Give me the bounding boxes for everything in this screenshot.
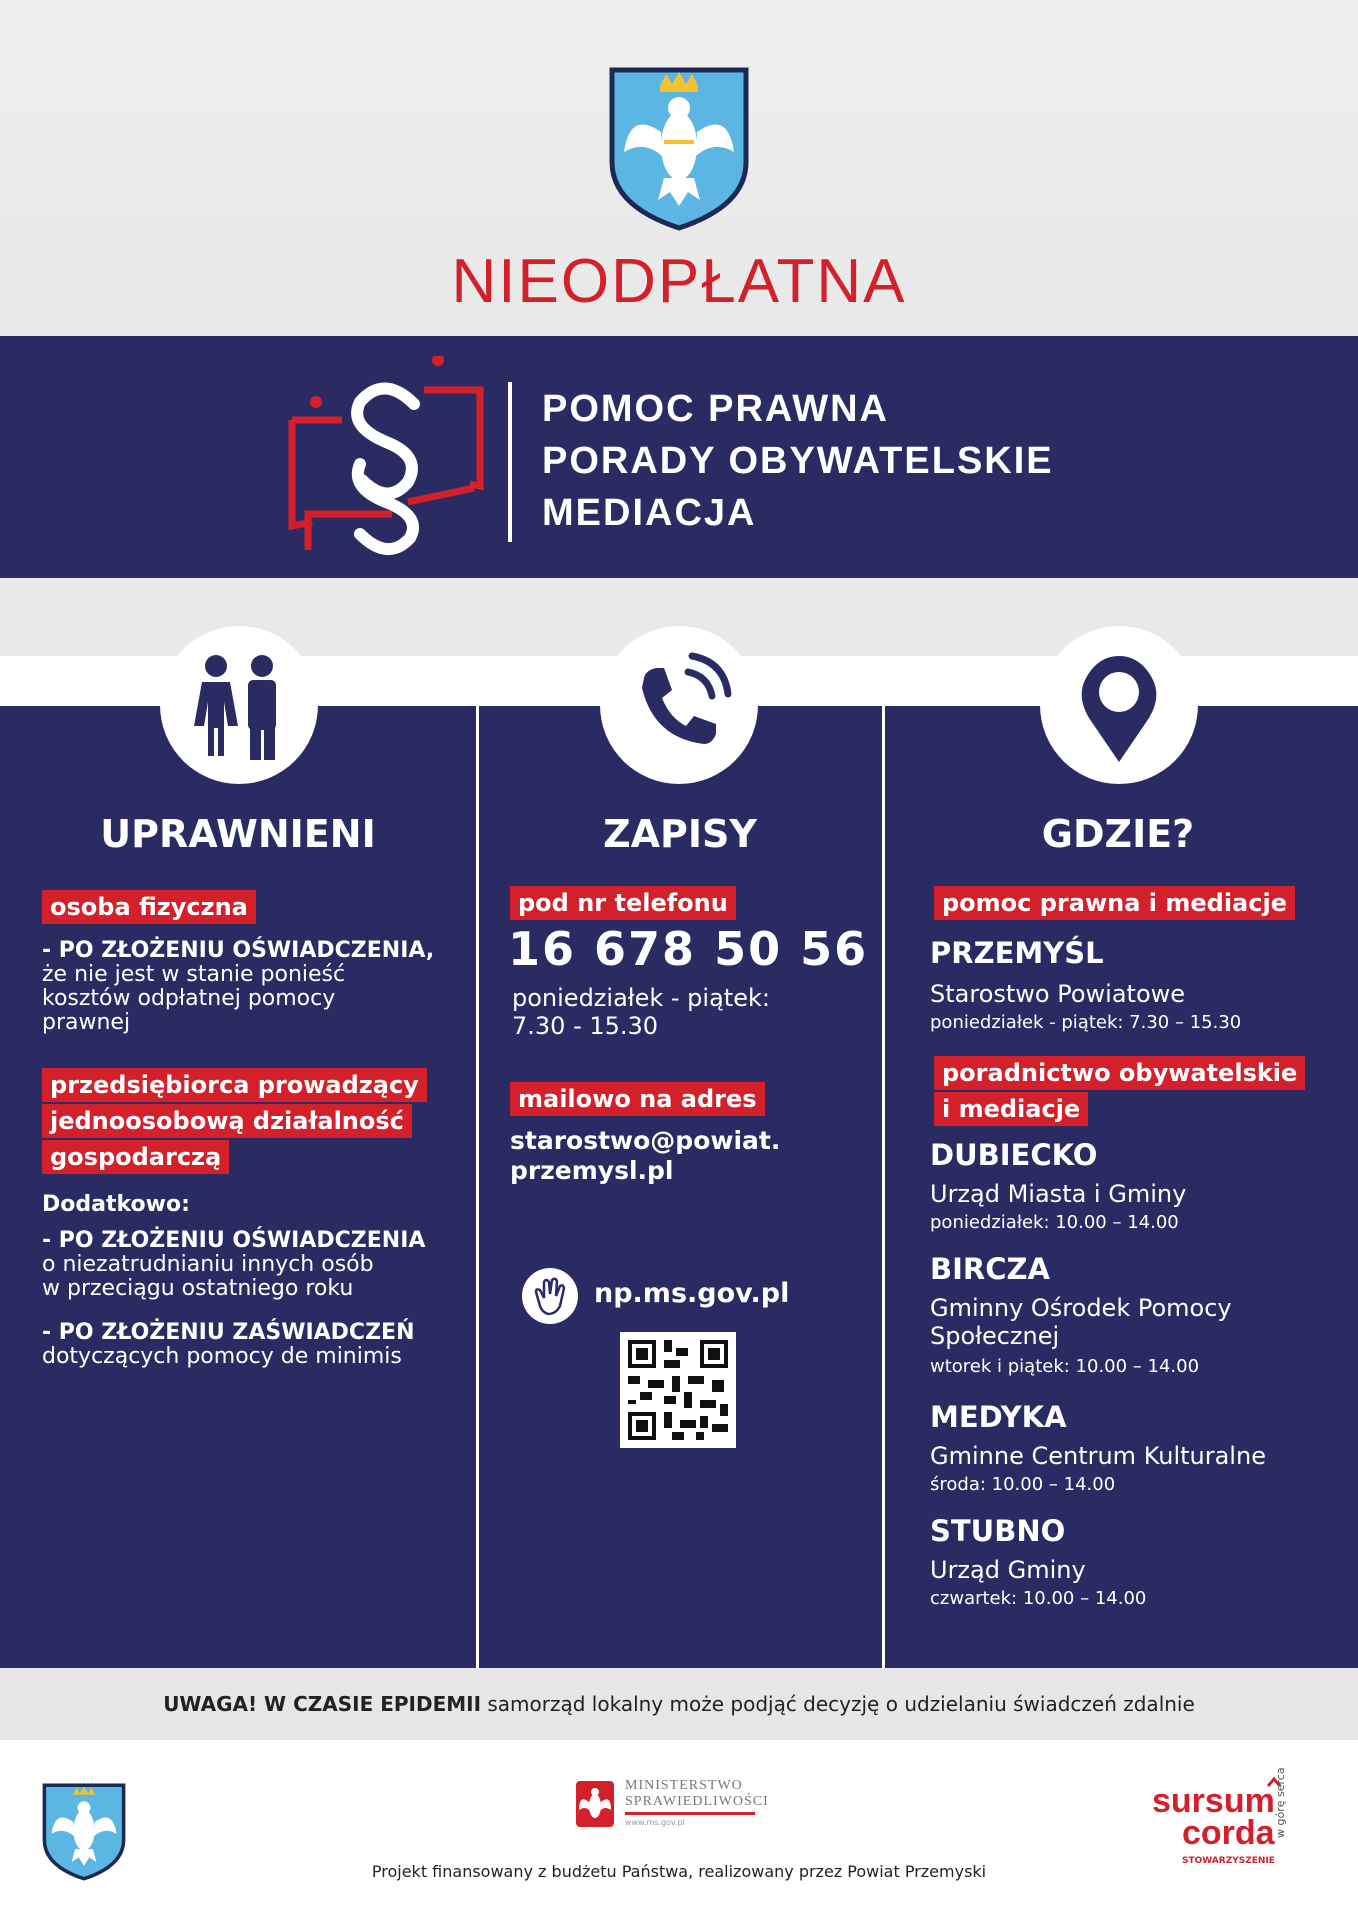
tag-by-phone: pod nr telefonu	[510, 886, 736, 920]
location-office: Urząd Miasta i Gminy	[930, 1180, 1187, 1208]
email-address-line-2[interactable]: przemysl.pl	[510, 1156, 674, 1185]
registration-days: poniedziałek - piątek:	[512, 984, 770, 1012]
location-hours: czwartek: 10.00 – 14.00	[930, 1588, 1147, 1609]
column-divider	[882, 706, 885, 1668]
eligibility-text-1: że nie jest w stanie ponieść	[42, 962, 346, 987]
tag-legal-aid-mediation: pomoc prawna i mediacje	[934, 886, 1295, 920]
website-link[interactable]: np.ms.gov.pl	[594, 1278, 790, 1309]
tag-entrepreneur-1: przedsiębiorca prowadzący	[42, 1068, 427, 1102]
funding-note: Projekt finansowany z budżetu Państwa, realizowany przez Powiat Przemyski	[371, 1862, 987, 1881]
tag-entrepreneur-2: jednoosobową działalność	[42, 1104, 412, 1138]
location-hours: poniedziałek: 10.00 – 14.00	[930, 1212, 1179, 1233]
banner-line-1: POMOC PRAWNA	[542, 388, 889, 430]
location-hours: środa: 10.00 – 14.00	[930, 1474, 1116, 1495]
location-hours: poniedziałek - piątek: 7.30 – 15.30	[930, 1012, 1242, 1033]
phone-icon-circle	[600, 626, 758, 784]
notice-bold: UWAGA! W CZASIE EPIDEMII	[163, 1692, 482, 1716]
column-divider	[476, 706, 479, 1668]
ministry-name-2: SPRAWIEDLIWOŚCI	[625, 1794, 769, 1809]
tag-by-email: mailowo na adres	[510, 1082, 765, 1116]
location-name: STUBNO	[930, 1514, 1066, 1548]
phone-number[interactable]: 16 678 50 56	[508, 922, 869, 976]
eligibility-text-5: w przeciągu ostatniego roku	[42, 1276, 354, 1301]
people-icon-circle	[160, 626, 318, 784]
location-office: Gminne Centrum Kulturalne	[930, 1442, 1266, 1470]
location-name: MEDYKA	[930, 1400, 1067, 1434]
banner-line-3: MEDIACJA	[542, 492, 757, 534]
phone-icon	[600, 626, 758, 784]
ministry-of-justice-logo	[575, 1778, 795, 1838]
paragraph-law-icon	[288, 356, 484, 556]
location-pin-icon-circle	[1040, 626, 1198, 784]
epidemic-notice	[0, 1692, 1358, 1716]
ministry-url: www.ms.gov.pl	[625, 1818, 685, 1827]
eligibility-text-3: prawnej	[42, 1010, 131, 1035]
tag-entrepreneur-3: gospodarczą	[42, 1140, 229, 1174]
association-label: STOWARZYSZENIE	[1182, 1856, 1275, 1866]
location-name: DUBIECKO	[930, 1138, 1098, 1172]
location-office: Społecznej	[930, 1322, 1060, 1350]
hand-icon	[522, 1268, 578, 1324]
additional-label: Dodatkowo:	[42, 1192, 190, 1217]
corda-word: corda	[1182, 1814, 1275, 1852]
coat-of-arms-icon	[608, 66, 750, 232]
location-name: BIRCZA	[930, 1252, 1050, 1286]
eligibility-condition-3: - PO ZŁOŻENIU ZAŚWIADCZEŃ	[42, 1320, 415, 1345]
eligibility-condition-1: - PO ZŁOŻENIU OŚWIADCZENIA,	[42, 938, 435, 963]
registration-hours: 7.30 - 15.30	[512, 1012, 659, 1040]
notice-text: samorząd lokalny może podjąć decyzję o udzielaniu świadczeń zdalnie	[481, 1692, 1195, 1716]
banner-divider	[508, 382, 512, 542]
eligibility-condition-2: - PO ZŁOŻENIU OŚWIADCZENIA	[42, 1228, 426, 1253]
sursum-word: sursum	[1152, 1782, 1275, 1820]
polish-eagle-icon	[575, 1780, 615, 1828]
tag-natural-person: osoba fizyczna	[42, 890, 256, 924]
qr-code[interactable]	[620, 1332, 736, 1448]
email-address-line-1[interactable]: starostwo@powiat.	[510, 1126, 781, 1155]
location-office: Starostwo Powiatowe	[930, 980, 1186, 1008]
location-office: Gminny Ośrodek Pomocy	[930, 1294, 1232, 1322]
eligibility-text-6: dotyczących pomocy de minimis	[42, 1344, 402, 1369]
location-office: Urząd Gminy	[930, 1556, 1086, 1584]
page-title: NIEODPŁATNA	[451, 247, 907, 316]
column-title-where: GDZIE?	[1041, 812, 1195, 856]
location-name: PRZEMYŚL	[930, 936, 1104, 970]
banner-line-2: PORADY OBYWATELSKIE	[542, 440, 1054, 482]
column-title-registration: ZAPISY	[603, 812, 757, 856]
ministry-underline	[625, 1812, 755, 1815]
column-title-eligible: UPRAWNIENI	[100, 812, 376, 856]
people-icon	[160, 626, 318, 784]
location-pin-icon	[1040, 626, 1198, 784]
location-hours: wtorek i piątek: 10.00 – 14.00	[930, 1356, 1200, 1377]
ministry-name-1: MINISTERSTWO	[625, 1778, 743, 1793]
tag-civic-advice-1: poradnictwo obywatelskie	[934, 1056, 1305, 1090]
sursum-tagline: w górę serca	[1274, 1767, 1287, 1838]
eligibility-text-4: o niezatrudnianiu innych osób	[42, 1252, 374, 1277]
tag-civic-advice-2: i mediacje	[934, 1092, 1088, 1126]
eligibility-text-2: kosztów odpłatnej pomocy	[42, 986, 336, 1011]
